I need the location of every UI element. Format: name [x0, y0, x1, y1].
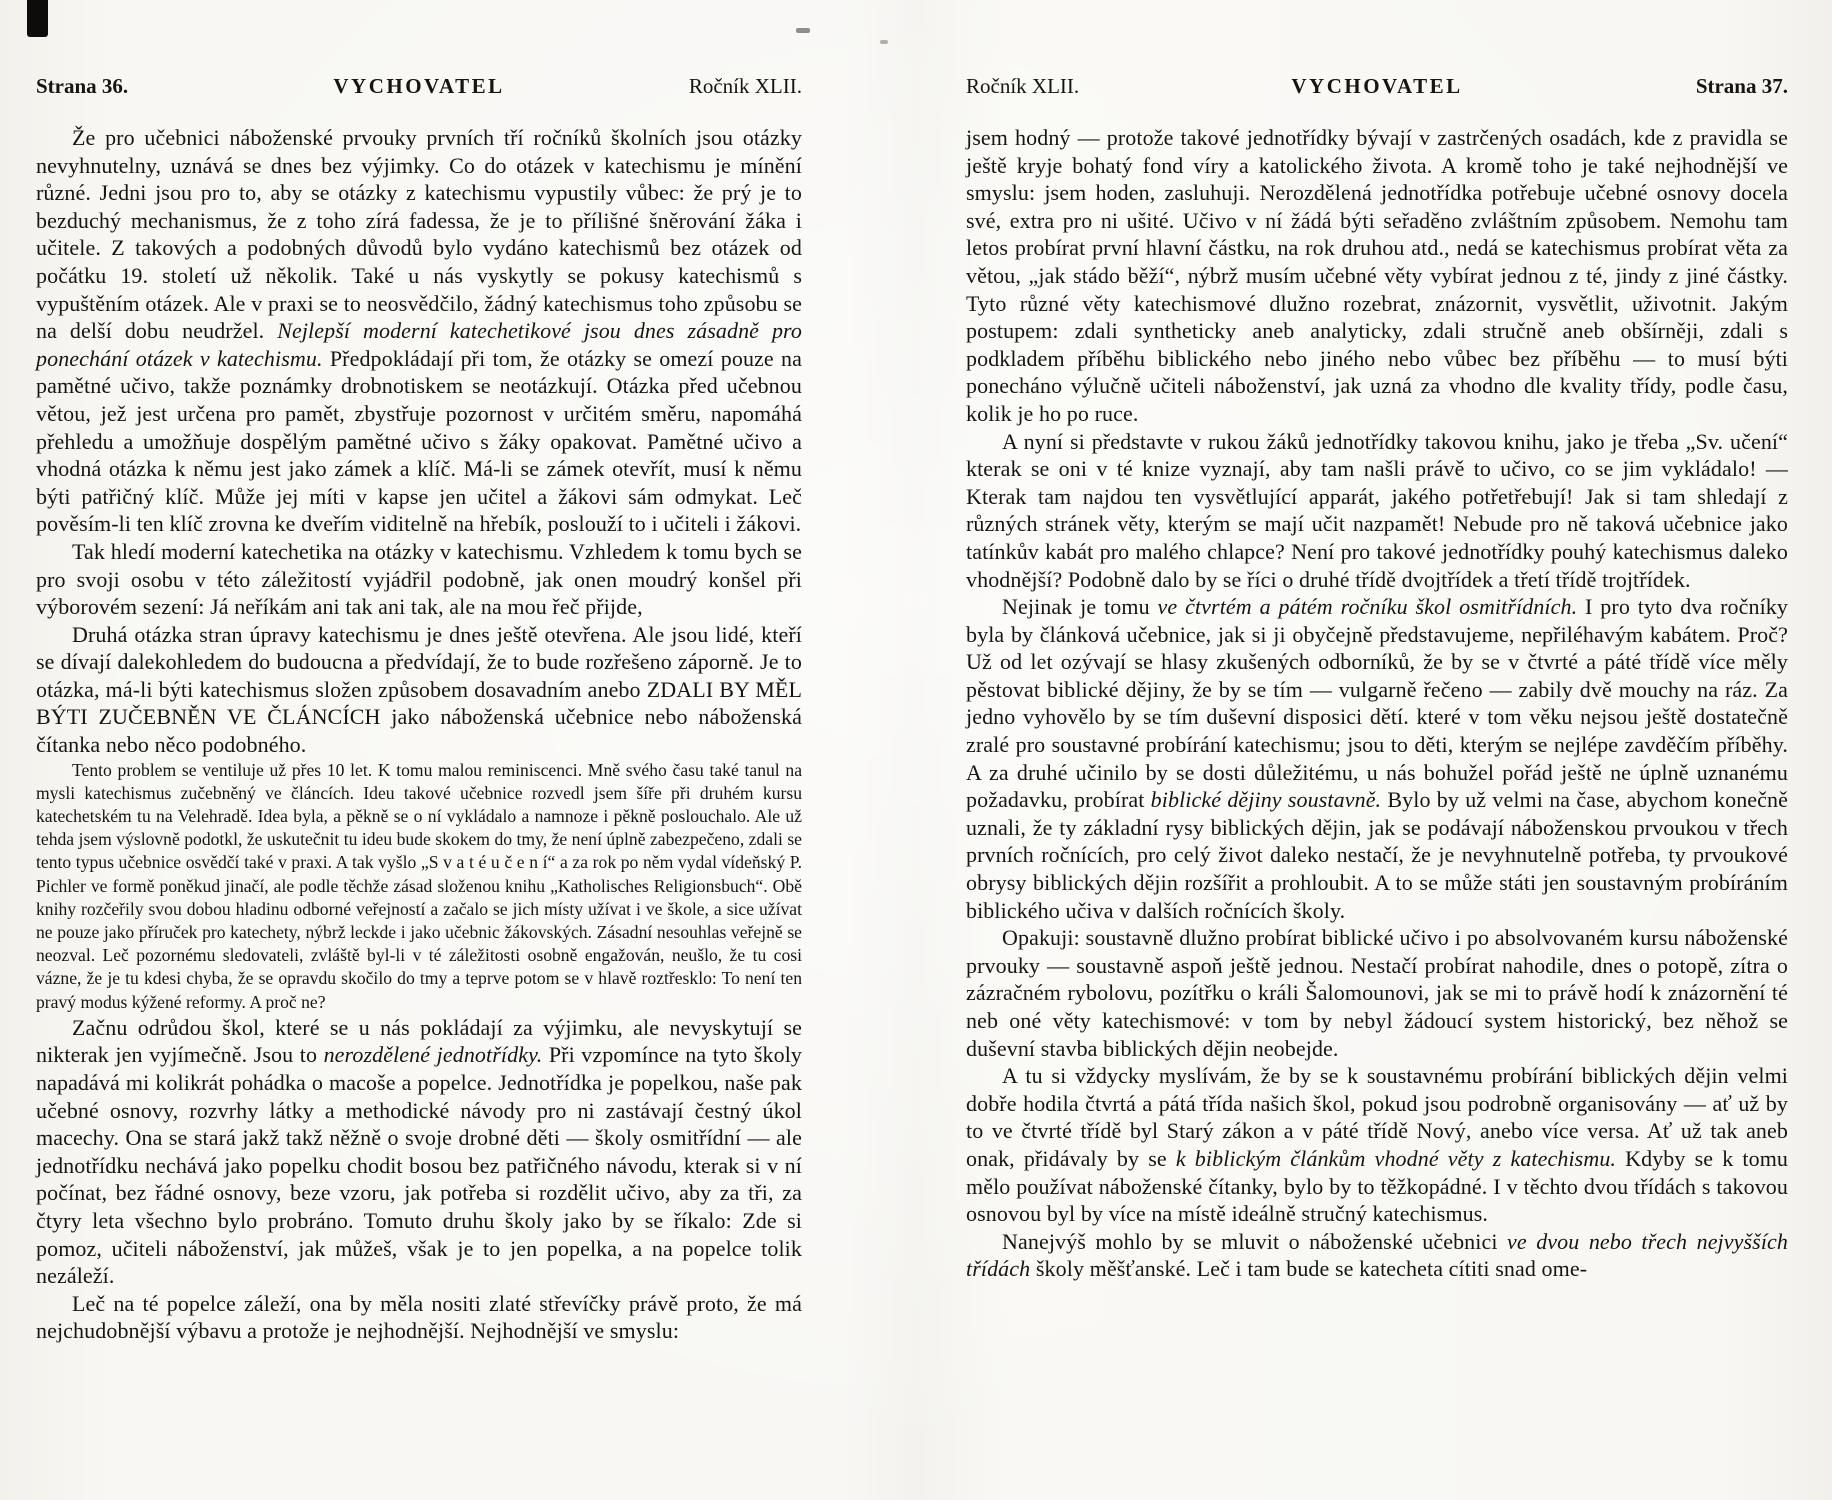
paragraph [966, 1228, 1788, 1283]
masthead-title: VYCHOVATEL [333, 74, 505, 98]
page-right-header [966, 74, 1788, 99]
page-right [966, 74, 1788, 1283]
text-run: Tak hledí moderní katechetika na otázky v katechismu. Vzhledem k tomu bych se pro svoji osobu v této záležitostí vyjádřil podobně, jak onen moudrý konšel při výborovém sezení: Já neříkám ani tak ani tak, ale na mou řeč přijde, [36, 538, 802, 620]
text-run: jsem hodný — protože takové jednotřídky bývají v zastrčených osadách, kde z pravidla se ještě kryje bohatý fond víry a katolického života. A kromě toho je také nejhodnější ve smyslu: jsem hoden, zasluhuji. Nerozdělená jednotřídka potřebuje učebné osnovy docela své, extra pro ni ušité. Učivo v ní žádá býti seřaděno zvláštním způsobem. Nemohu tam letos probírat první hlavní částku, na rok druhou atd., nedá se katechismus probírat věta za větou, „jak stádo běží“, nýbrž musím učebné věty vybírat jednou z té, jindy z jiné částky. Tyto různé věty katechismové dlužno rozebrat, znázornit, vysvětlit, uživotnit. Jakým postupem: zdali syntheticky aneb analyticky, zdali stručně aneb obšírněji, zdali s podkladem příběhu biblického nebo jiného nebo vůbec bez příběhu — to musí býti ponecháno výlučně učiteli náboženství, jak uzná za vhodno dle kvality třídy, podle času, kolik je ho po ruce. [966, 125, 1788, 426]
page-number-right: Strana 37. [1695, 74, 1788, 98]
masthead-title: VYCHOVATEL [1291, 74, 1463, 98]
text-run: Tento problem se ventiluje už přes 10 let. K tomu malou reminiscenci. Mně svého času také tanul na mysli katechismus zučebněný ve článcích. Ideu takové učebnice rozvedl jsem šíře při druhém kursu katechetském tu na Velehradě. Idea byla, a pěkně se o ní vykládalo a namnoze i pěkně poslouchalo. Ale už tehda jsem výslovně podotkl, že uskutečnit tu ideu bude skokem do tmy, že není úplně zabezpečeno, zdali se tento typus učebnice osvědčí také v praxi. A tak vyšlo „S v a t é u č e n í“ a za rok po něm vydal vídeňský P. Pichler ve formě poněkud jinačí, ale podle těchže zásad složenou knihu „Katholisches Religionsbuch“. Obě knihy rozčeřily svou dobou hladinu odborné veřejností a začalo se jich místy užívat i ve škole, a sice užívat ne pouze jako příruček pro katechety, nýbrž leckde i jako učebnic žákovských. Zásadní nesouhlas veřejně se neozval. Leč pozornému sledovateli, zvláště byl-li v té záležitosti osobně engažován, neušlo, že tu cosi vázne, že je tu kdesi chyba, že se opravdu skočilo do tmy a teprve potom se v hlavě roztřesklo: To není ten pravý modus kýžené reformy. A proč ne? [36, 759, 802, 1012]
text-run: Nejinak je tomu [1002, 594, 1158, 620]
text-run: k biblickým článkům vhodné věty z katechismu. [1175, 1145, 1617, 1171]
text-run: A tu si vždycky myslívám, že by se k soustavnému probírání biblických dějin velmi dobře hodila čtvrtá a pátá třída našich škol, pokud jsou podrobně organisovány — ať už by to ve čtvrté třídě byl Starý zákon a v páté třídě Nový, anebo více versa. Ať už tak aneb onak, přidávaly by se [966, 1063, 1788, 1171]
paragraph [966, 924, 1788, 1062]
page-right-body [966, 124, 1788, 1283]
text-run: Leč na té popelce záleží, ona by měla nositi zlaté střevíčky právě proto, že má nejchudobnější výbavu a protože je nejhodnější. Nejhodnější ve smyslu: [36, 1290, 802, 1344]
text-run: Druhá otázka stran úpravy katechismu je dnes ještě otevřena. Ale jsou lidé, kteří se dívají dalekohledem do budoucna a předvídají, že to bude rozřešeno záporně. Je to otázka, má-li býti katechismus složen způsobem dosavadním anebo ZDALI BY MĚL BÝTI ZUČEBNĚN VE ČLÁNCÍCH jako náboženská učebnice nebo náboženská čítanka nebo něco podobného. [36, 621, 802, 758]
paragraph [36, 1290, 802, 1345]
page-left [36, 74, 802, 1345]
text-run: Nanejvýš mohlo by se mluvit o náboženské učebnici [1002, 1228, 1508, 1254]
page-left-body [36, 124, 802, 1345]
paragraph [966, 593, 1788, 924]
page-left-header [36, 74, 802, 99]
paragraph [36, 1014, 802, 1290]
text-run: I pro tyto dva ročníky byla by článková učebnice, jak si ji obyčejně představujeme, nepřiléhavým kabátem. Proč? Už od let ozývají se hlasy zkušených odborníků, že by se v čtvrté a páté třídě více měly pěstovat biblické dějiny, že by se tím — vulgarně řečeno — zabily dvě mouchy na ráz. Za jedno vyhovělo by se tím duševní disposici dětí. které v tom věku nejsou ještě dostatečně zralé pro soustavné probírání katechismu; jsou to děti, kterým se nejlépe zavděčím příběhy. A za druhé učinilo by se dosti důležitému, u nás bohužel pořád ještě ne úplně uznanému požadavku, probírat [966, 594, 1789, 813]
text-run: Bylo by už velmi na čase, abychom konečně uznali, že ty základní rysy biblických dějin, jak se podávají náboženskou prvoukou v třech prvních ročnících, pro celý život daleko nestačí, že je nevyhnutelně potřeba, ty prvoukové obrysy biblických dějin rozšířit a prohloubit. A to se může státi jen soustavným probíráním biblického učiva v dalších ročnících školy. [966, 787, 1788, 923]
volume-label: Ročník XLII. [966, 74, 1080, 98]
paragraph [36, 124, 802, 538]
text-run: Začnu odrůdou škol, které se u nás pokládají za výjimku, ale nevyskytují se nikterak jen vyjímečně. Jsou to [36, 1014, 802, 1068]
text-run: Předpokládají při tom, že otázky se omezí pouze na pamětné učivo, takže poznámky drobnotiskem se neotázkují. Otázka před učebnou větou, jež jest určena pro pamět, zbystřuje pozornost v určitém směru, napomáhá přehledu a umožňuje dospělým pamětné učivo s žáky opakovat. Pamětné učivo a vhodná otázka k němu jest jako zámek a klíč. Má-li se zámek otevřít, musí k němu býti patřičný klíč. Může jej míti v kapse jen učitel a žákovi sám odmykat. Leč pověsím-li ten klíč zrovna ke dveřím viditelně na hřebík, poslouží to i učiteli i žákovi. [36, 345, 803, 537]
text-run: školy měšťanské. Leč i tam bude se katecheta cítiti snad ome- [1030, 1256, 1588, 1282]
text-run: Nejlepší moderní katechetikové jsou dnes zásadně pro ponechání otázek v katechismu. [36, 318, 802, 371]
paragraph [966, 1062, 1788, 1228]
paragraph [966, 124, 1788, 428]
paragraph [966, 428, 1788, 594]
text-run: nerozdělené jednotřídky. [323, 1042, 543, 1068]
paragraph [36, 538, 802, 621]
scan-speck [880, 40, 888, 44]
text-run: biblické dějiny soustavně. [1150, 787, 1382, 813]
text-run: ve čtvrtém a pátém ročníku škol osmitřídních. [1157, 594, 1578, 620]
page-number-left: Strana 36. [36, 74, 129, 98]
scan-artifact-mark [27, 0, 48, 37]
paragraph [36, 759, 802, 1014]
text-run: Při vzpomínce na tyto školy napadává mi kolikrát pohádka o macoše a popelce. Jednotřídka je popelkou, naše pak učebné osnovy, rozvrhy látky a methodické návody pro ni zastávají čestný úkol macechy. Ona se stará jakž takž něžně o svoje drobné děti — školy osmitřídní — ale jednotřídku nechává jako popelku chodit bosou bez patřičného návodu, kterak si v ní počínat, bez řádné osnovy, beze vzoru, jak potřeba si rozdělit učivo, aby za tři, za čtyry leta všechno bylo probráno. Tomuto druhu školy jako by se říkalo: Zde si pomoz, učiteli náboženství, jak můžeš, však je to jen popelka, a na popelce tolik nezáleží. [36, 1042, 803, 1289]
text-run: ve dvou nebo třech nejvyšších třídách [966, 1228, 1788, 1282]
text-run: A nyní si představte v rukou žáků jednotřídky takovou knihu, jako je třeba „Sv. učení“ kterak se oni v té knize vyznají, aby tam našli právě to učivo, co se jim vykládalo! — Kterak tam najdou ten vysvětlující apparát, jakého potřetřebují! Jak si tam shledají z různých stránek věty, kterým se mají učit nazpamět! Nebude pro ně taková učebnice jako tatínkův kabát pro malého chlapce? Není pro takové jednotřídky pouhý katechismus daleko vhodnější? Podobně dalo by se říci o druhé třídě dvojtřídek a třetí třídě trojtřídek. [966, 428, 1788, 592]
volume-label: Ročník XLII. [688, 74, 802, 98]
text-run: Že pro učebnici náboženské prvouky prvních tří ročníků školních jsou otázky nevyhnutelny, uznává se dnes bez výjimky. Co do otázek v katechismu je mínění různé. Jedni jsou pro to, aby se otázky z katechismu vypustily vůbec: že prý je to bezduchý mechanismus, že z toho zírá fadessa, že je to přílišné šněrování žáka i učitele. Z takových a podobných důvodů bylo vydáno katechismů bez otázek od počátku 19. století už několik. Také u nás vyskytly se pokusy katechismů s vypuštěním otázek. Ale v praxi se to neosvědčilo, žádný katechismus toho způsobu se na delší dobu neudržel. [36, 125, 802, 344]
paragraph [36, 621, 802, 759]
text-run: Opakuji: soustavně dlužno probírat biblické učivo i po absolvovaném kursu náboženské prvouky — soustavně aspoň ještě jednou. Nestačí probírat nahodile, dnes o potopě, zítra o zázračném rybolovu, pozítřku o králi Šalomounovi, jak se mi to právě hodí k znázornění té neb oné věty katechismové: v tom by nebyl žádoucí system historický, bez něhož se duševní stavba biblických dějin neobejde. [966, 925, 1788, 1061]
scan-speck [796, 28, 810, 33]
text-run: Kdyby se k tomu mělo používat náboženské čítanky, bylo by to těžkopádné. I v těchto dvou třídách s takovou osnovou byl by více na místě ideálně stručný katechismus. [966, 1145, 1789, 1227]
